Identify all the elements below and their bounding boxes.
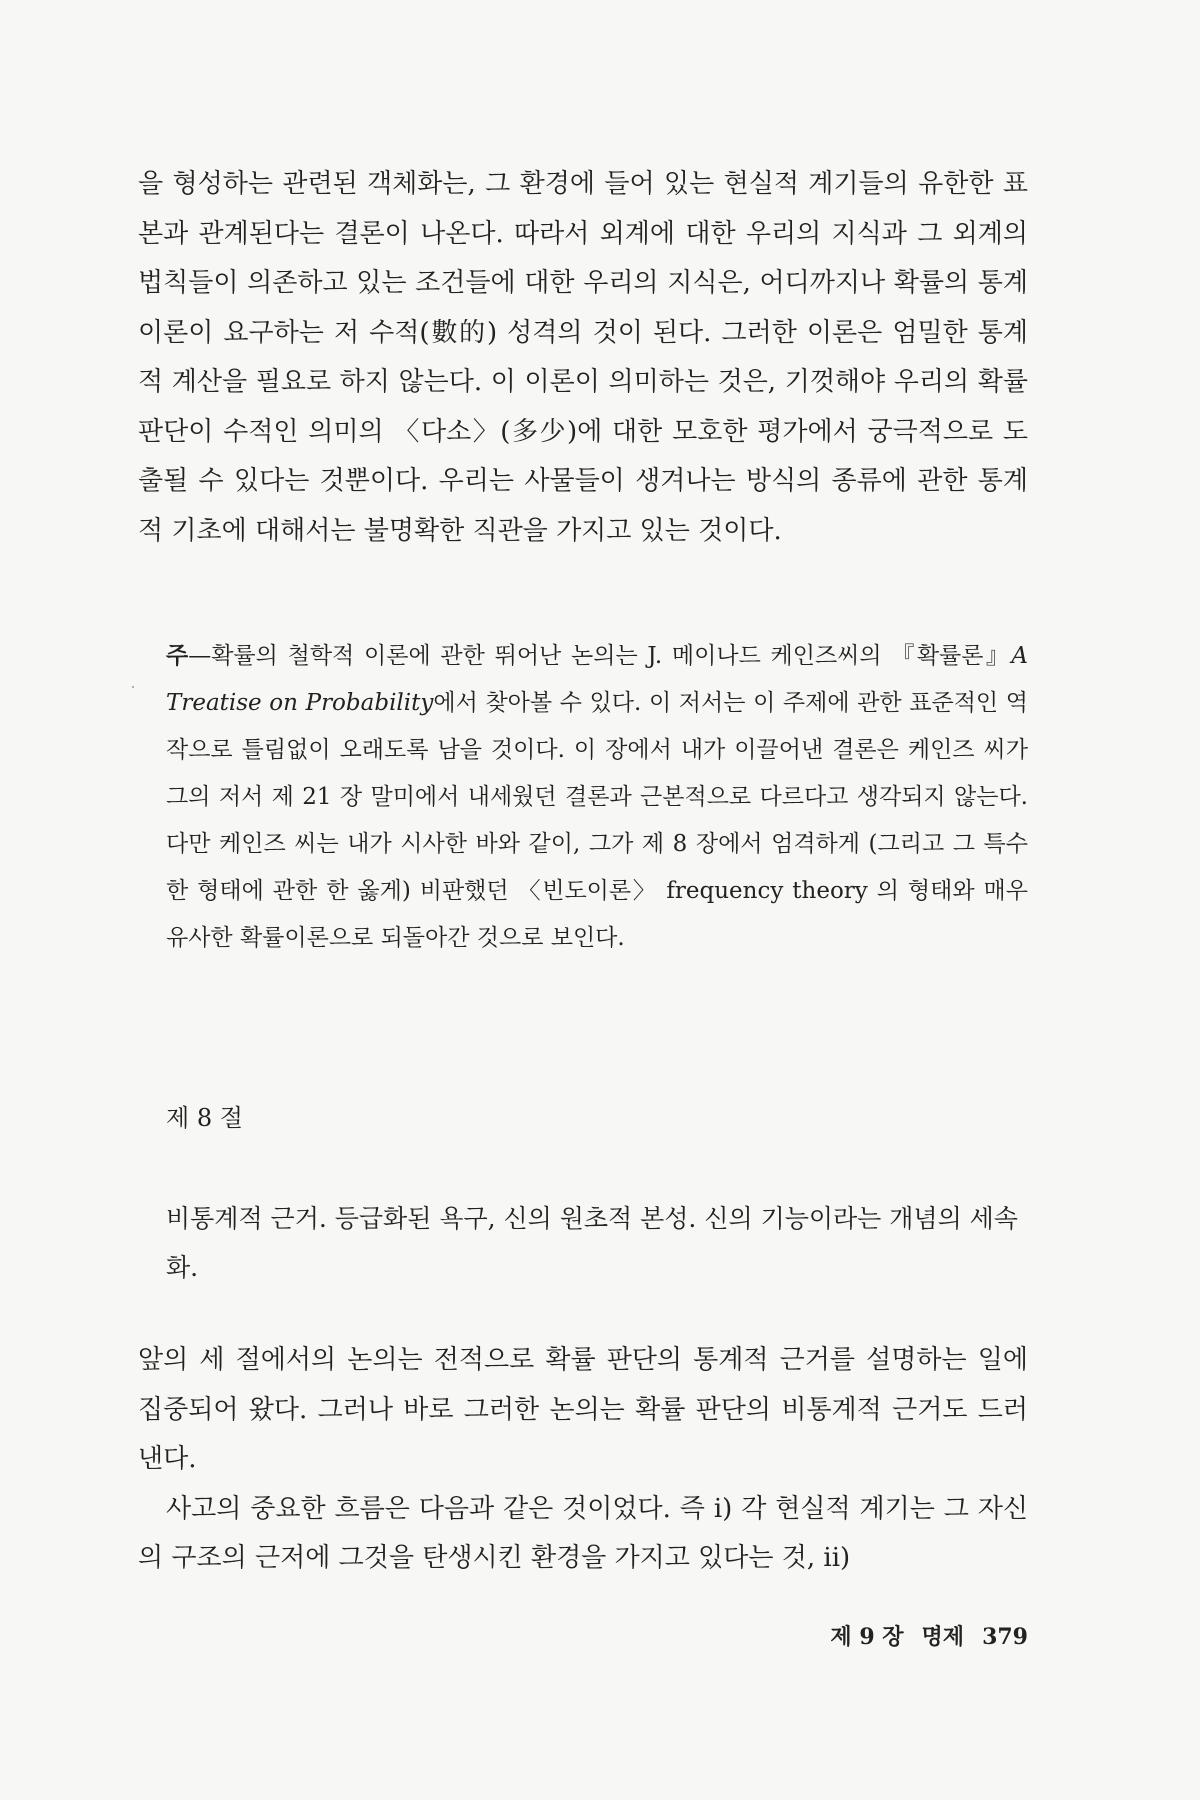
body-paragraph: 사고의 중요한 흐름은 다음과 같은 것이었다. 즉 i) 각 현실적 계기는 그 자신의 구조의 근저에 그것을 탄생시킨 환경을 가지고 있다는 것, ii) <box>138 1493 1028 1573</box>
running-head-title: 명제 <box>921 1624 965 1650</box>
footnote-text <box>166 632 1028 962</box>
intro-paragraph <box>138 160 1028 556</box>
section-summary: 비통계적 근거. 등급화된 욕구, 신의 원초적 본성. 신의 기능이라는 개념의 세속화. <box>166 1204 1018 1282</box>
footnote-text-after-title: 에서 찾아볼 수 있다. 이 저서는 이 주제에 관한 표준적인 역작으로 틀림없이 오래도록 남을 것이다. 이 장에서 내가 이끌어낸 결론은 케인즈 씨가 그의 저서 제 21 장 말미에서 내세웠던 결론과 근본적으로 다르다고 생각되지 않는다. 다만 케인즈 씨는 내가 시사한 바와 같이, 그가 제 8 장에서 엄격하게 (그리고 그 특수한 형태에 관한 한 옳게) 비판했던 〈빈도이론〉 frequency theory 의 형태와 매우 유사한 확률이론으로 되돌아간 것으로 보인다. <box>166 690 1028 951</box>
footnote-book-title: A Treatise on Probability <box>166 643 1028 716</box>
footnote <box>166 632 1028 962</box>
section-heading: 제 8 절 <box>166 1104 243 1132</box>
body-text <box>138 1336 1028 1584</box>
intro-paragraph-text: 을 형성하는 관련된 객체화는, 그 환경에 들어 있는 현실적 계기들의 유한한 표본과 관계된다는 결론이 나온다. 따라서 외계에 대한 우리의 지식과 그 외계의 법칙들이 의존하고 있는 조건들에 대한 우리의 지식은, 어디까지나 확률의 통계이론이 요구하는 저 수적(數的) 성격의 것이 된다. 그러한 이론은 엄밀한 통계적 계산을 필요로 하지 않는다. 이 이론이 의미하는 것은, 기껏해야 우리의 확률 판단이 수적인 의미의 〈다소〉(多少)에 대한 모호한 평가에서 궁극적으로 도출될 수 있다는 것뿐이다. 우리는 사물들이 생겨나는 방식의 종류에 관한 통계적 기초에 대해서는 불명확한 직관을 가지고 있는 것이다. <box>138 169 1028 546</box>
print-speck <box>132 686 134 688</box>
footnote-label: 주 <box>166 642 189 669</box>
body-paragraph: 앞의 세 절에서의 논의는 전적으로 확률 판단의 통계적 근거를 설명하는 일에 집중되어 왔다. 그러나 바로 그러한 논의는 확률 판단의 비통계적 근거도 드러낸다. <box>138 1345 1028 1474</box>
footnote-text-before-title: —확률의 철학적 이론에 관한 뛰어난 논의는 J. 메이나드 케인즈씨의 『확률론』 <box>188 643 1012 669</box>
page-number: 379 <box>982 1624 1028 1650</box>
running-head-chapter: 제 9 장 <box>830 1624 904 1650</box>
page-footer <box>760 1620 1028 1651</box>
